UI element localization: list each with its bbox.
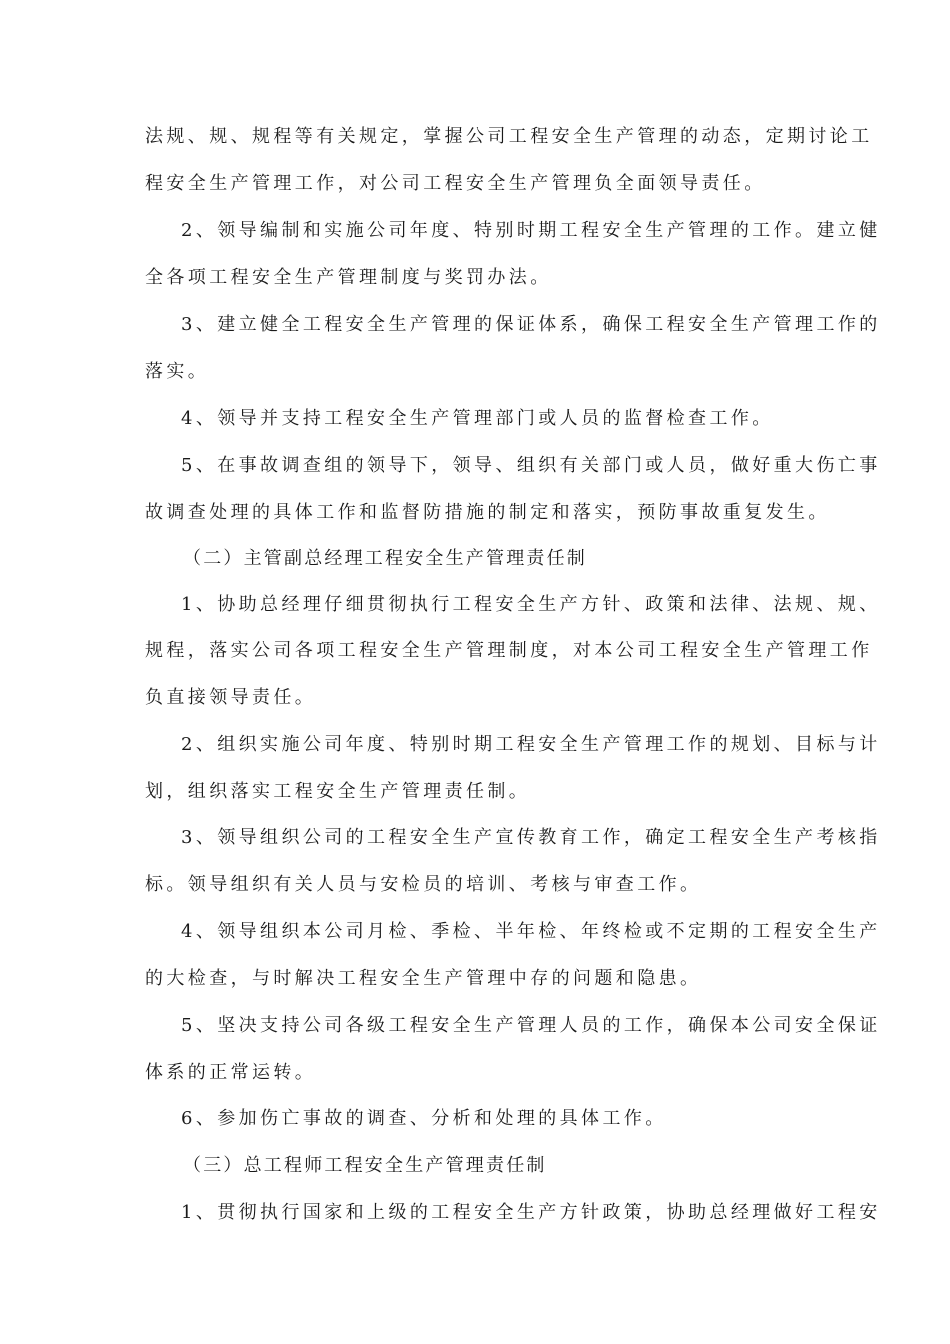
text-line: 4、领导并支持工程安全生产管理部门或人员的监督检查工作。 xyxy=(181,408,774,429)
text-line: 6、参加伤亡事故的调查、分析和处理的具体工作。 xyxy=(181,1108,667,1129)
text-line: 标。领导组织有关人员与安检员的培训、考核与审查工作。 xyxy=(145,874,702,895)
text-line: 4、领导组织本公司月检、季检、半年检、年终检或不定期的工程安全生产 xyxy=(181,921,881,942)
text-line: 2、组织实施公司年度、特别时期工程安全生产管理工作的规划、目标与计 xyxy=(181,734,881,755)
text-line: 落实。 xyxy=(145,361,210,382)
text-line: 全各项工程安全生产管理制度与奖罚办法。 xyxy=(145,267,552,288)
section-heading: （二）主管副总经理工程安全生产管理责任制 xyxy=(183,548,587,569)
text-line: 故调查处理的具体工作和监督防措施的制定和落实，预防事故重复发生。 xyxy=(145,502,830,523)
text-line: 程安全生产管理工作，对公司工程安全生产管理负全面领导责任。 xyxy=(145,173,766,194)
text-line: 1、协助总经理仔细贯彻执行工程安全生产方针、政策和法律、法规、规、 xyxy=(181,594,881,615)
text-line: 划，组织落实工程安全生产管理责任制。 xyxy=(145,781,531,802)
text-line: 3、建立健全工程安全生产管理的保证体系，确保工程安全生产管理工作的 xyxy=(181,314,881,335)
text-line: 的大检查，与时解决工程安全生产管理中存的问题和隐患。 xyxy=(145,968,702,989)
text-line: 规程，落实公司各项工程安全生产管理制度，对本公司工程安全生产管理工作 xyxy=(145,640,873,661)
text-line: 体系的正常运转。 xyxy=(145,1062,317,1083)
text-line: 5、坚决支持公司各级工程安全生产管理人员的工作，确保本公司安全保证 xyxy=(181,1015,881,1036)
text-line: 1、贯彻执行国家和上级的工程安全生产方针政策，协助总经理做好工程安 xyxy=(181,1202,881,1223)
text-line: 2、领导编制和实施公司年度、特别时期工程安全生产管理的工作。建立健 xyxy=(181,220,881,241)
text-line: 负直接领导责任。 xyxy=(145,687,317,708)
text-line: 5、在事故调查组的领导下，领导、组织有关部门或人员，做好重大伤亡事 xyxy=(181,455,881,476)
text-line: 3、领导组织公司的工程安全生产宣传教育工作，确定工程安全生产考核指 xyxy=(181,827,881,848)
text-line: 法规、规、规程等有关规定，掌握公司工程安全生产管理的动态，定期讨论工 xyxy=(145,126,873,147)
section-heading: （三）总工程师工程安全生产管理责任制 xyxy=(183,1155,547,1176)
